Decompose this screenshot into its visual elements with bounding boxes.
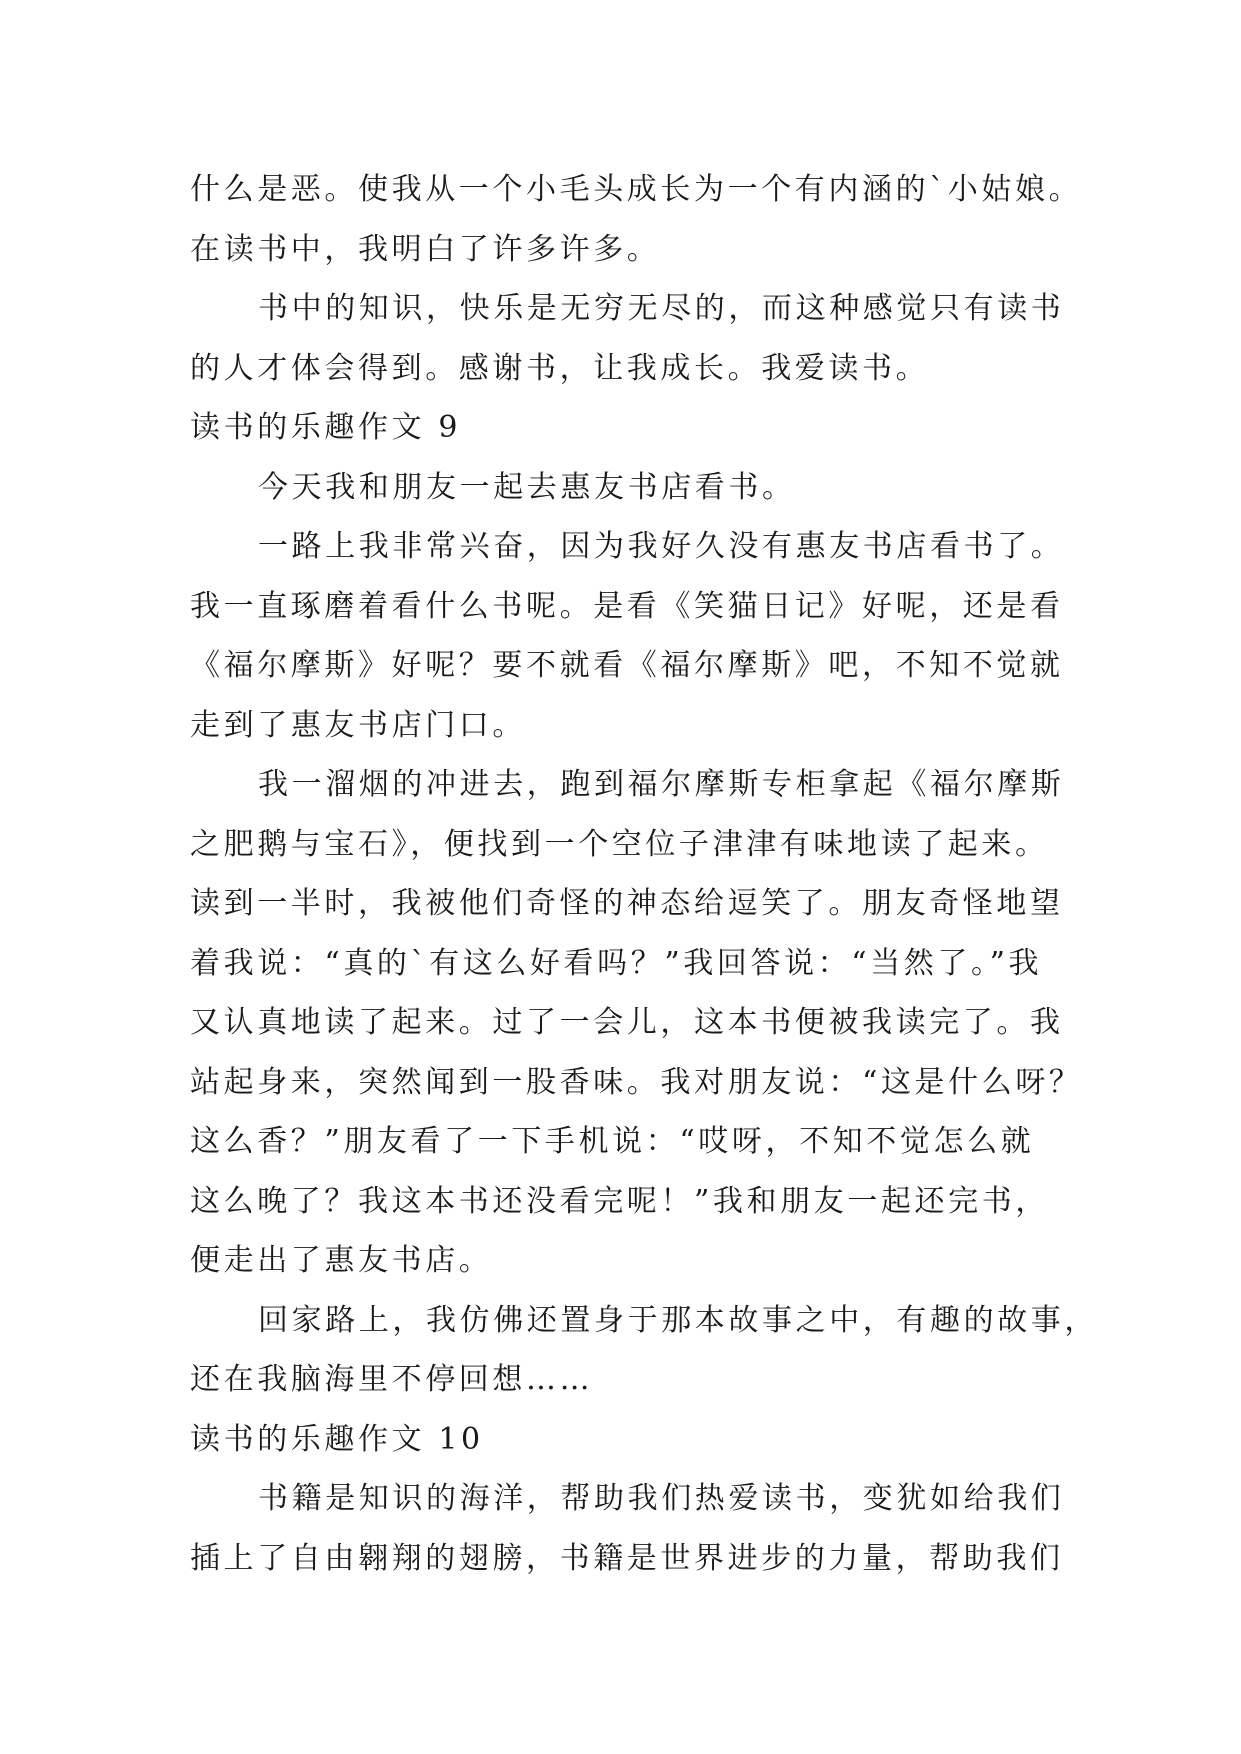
paragraph-line: 着我说：“真的`有这么好看吗？”我回答说：“当然了。”我 [190,945,1043,981]
document-body [190,160,1098,1588]
paragraph-line: 站起身来，突然闻到一股香味。我对朋友说：“这是什么呀？ [190,1064,1083,1100]
paragraph-line: 《福尔摩斯》好呢？要不就看《福尔摩斯》吧，不知不觉就 [190,648,1064,683]
paragraph-line: 又认真地读了起来。过了一会儿，这本书便被我读完了。我 [190,1005,1064,1040]
paragraph-line: 书中的知识，快乐是无穷无尽的，而这种感觉只有读书 [258,291,1065,326]
paragraph-line: 在读书中，我明白了许多许多。 [190,231,661,267]
paragraph-line: 便走出了惠友书店。 [190,1243,493,1278]
paragraph-line: 走到了惠友书店门口。 [190,707,526,743]
paragraph-line: 插上了自由翱翔的翅膀，书籍是世界进步的力量，帮助我们 [190,1540,1064,1576]
paragraph-line: 这么晚了？我这本书还没看完呢！”我和朋友一起还完书， [190,1183,1049,1219]
paragraph-line: 还在我脑海里不停回想…… [190,1362,594,1397]
paragraph-line: 今天我和朋友一起去惠友书店看书。 [258,469,796,505]
paragraph-line: 什么是恶。使我从一个小毛头成长为一个有内涵的`小姑娘。 [190,172,1083,207]
paragraph-line: 这么香？”朋友看了一下手机说：“哎呀，不知不觉怎么就 [190,1124,1035,1159]
paragraph-line: 我一溜烟的冲进去，跑到福尔摩斯专柜拿起《福尔摩斯 [258,767,1065,802]
paragraph-line: 回家路上，我仿佛还置身于那本故事之中，有趣的故事， [258,1302,1098,1338]
paragraph-line: 的人才体会得到。感谢书，让我成长。我爱读书。 [190,350,930,386]
paragraph-line: 之肥鹅与宝石》，便找到一个空位子津津有味地读了起来。 [190,826,1049,862]
paragraph-line: 我一直琢磨着看什么书呢。是看《笑猫日记》好呢，还是看 [190,588,1064,624]
paragraph-line: 读到一半时，我被他们奇怪的神态给逗笑了。朋友奇怪地望 [190,886,1064,921]
section-heading: 读书的乐趣作文 10 [190,1421,484,1457]
section-heading: 读书的乐趣作文 9 [190,410,462,445]
paragraph-line: 一路上我非常兴奋，因为我好久没有惠友书店看书了。 [258,529,1065,564]
paragraph-line: 书籍是知识的海洋，帮助我们热爱读书，变犹如给我们 [258,1481,1065,1516]
